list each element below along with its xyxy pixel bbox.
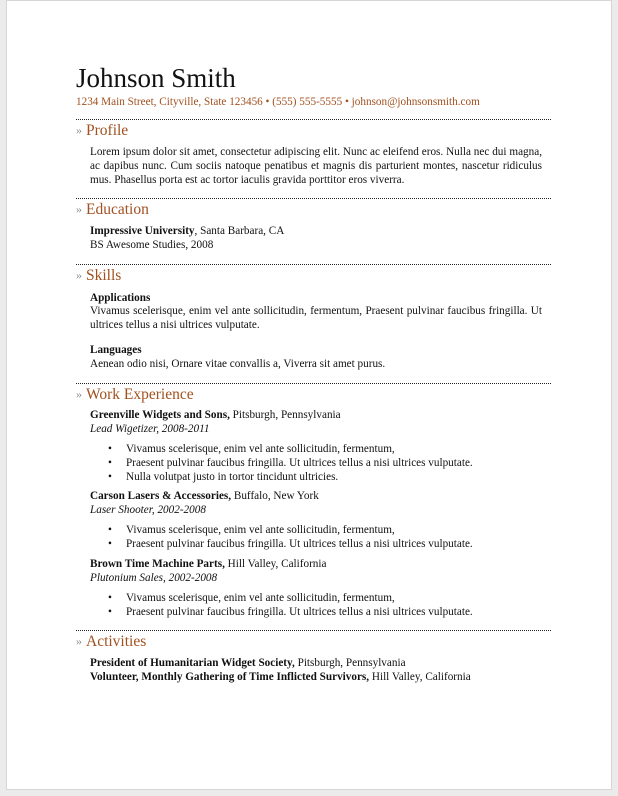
section-title-label: Profile xyxy=(86,122,129,139)
chevron-icon: » xyxy=(76,268,82,282)
job-location: Buffalo, New York xyxy=(231,490,319,502)
chevron-icon: » xyxy=(76,123,82,137)
school-location: , Santa Barbara, CA xyxy=(194,225,285,237)
job-bullet: • Praesent pulvinar faucibus fringilla. Ut ultrices tellus a nisi ultrices vulputate. xyxy=(90,537,473,551)
section-title-skills xyxy=(76,267,121,285)
section-title-education xyxy=(76,201,149,219)
section-divider xyxy=(76,264,551,265)
education-degree: BS Awesome Studies, 2008 xyxy=(90,239,214,251)
job-bullet: • Praesent pulvinar faucibus fringilla. Ut ultrices tellus a nisi ultrices vulputate. xyxy=(90,605,473,619)
section-title-label: Skills xyxy=(86,267,122,284)
section-title-work xyxy=(76,386,194,404)
job-bullet: • Praesent pulvinar faucibus fringilla. Ut ultrices tellus a nisi ultrices vulputate. xyxy=(90,456,473,470)
chevron-icon: » xyxy=(76,202,82,216)
activity-location: Hill Valley, California xyxy=(369,671,471,683)
job-company-line xyxy=(90,408,341,422)
section-title-label: Activities xyxy=(86,633,147,650)
job-role: Lead Wigetizer, 2008-2011 xyxy=(90,423,210,435)
chevron-icon: » xyxy=(76,387,82,401)
job-role: Laser Shooter, 2002-2008 xyxy=(90,504,206,516)
activity-role: President of Humanitarian Widget Society, xyxy=(90,657,295,669)
chevron-icon: » xyxy=(76,634,82,648)
activity-item xyxy=(90,656,406,670)
job-bullet-list xyxy=(90,591,473,619)
job-company: Greenville Widgets and Sons, xyxy=(90,409,230,421)
section-divider xyxy=(76,630,551,631)
section-title-activities xyxy=(76,633,146,651)
education-school-line xyxy=(90,224,284,238)
job-role: Plutonium Sales, 2002-2008 xyxy=(90,572,218,584)
profile-summary: Lorem ipsum dolor sit amet, consectetur adipiscing elit. Nunc ac eleifend eros. Nulla nec dui magna, ac dapibus nunc. Cum sociis natoque penatibus et magnis dis parturient montes, nascetur ridiculus mus. Phasellus porta est ac tortor iaculis gravida porttitor eros viverra. xyxy=(90,146,542,186)
resume-page xyxy=(6,0,612,790)
section-divider xyxy=(76,119,551,120)
candidate-name: Johnson Smith xyxy=(76,63,236,93)
job-bullet-list xyxy=(90,523,473,551)
skills-applications-heading: Applications xyxy=(90,292,151,304)
school-name: Impressive University xyxy=(90,225,195,237)
job-location: Hill Valley, California xyxy=(224,558,327,570)
job-bullet: • Vivamus scelerisque, enim vel ante sollicitudin, fermentum, xyxy=(90,591,473,605)
activity-item xyxy=(90,670,471,684)
job-bullet: • Vivamus scelerisque, enim vel ante sollicitudin, fermentum, xyxy=(90,442,473,456)
skills-languages-text: Aenean odio nisi, Ornare vitae convallis a, Viverra sit amet purus. xyxy=(90,358,386,370)
section-title-label: Work Experience xyxy=(86,386,194,403)
section-divider xyxy=(76,198,551,199)
section-title-label: Education xyxy=(86,201,149,218)
job-company-line xyxy=(90,489,319,503)
job-company: Brown Time Machine Parts, xyxy=(90,558,225,570)
activity-role: Volunteer, Monthly Gathering of Time Inflicted Survivors, xyxy=(90,671,370,683)
job-bullet-list xyxy=(90,442,473,484)
activity-location: Pitsburgh, Pennsylvania xyxy=(294,657,406,669)
contact-line: 1234 Main Street, Cityville, State 123456 • (555) 555-5555 • johnson@johnsonsmith.com xyxy=(76,96,480,108)
job-bullet: • Nulla volutpat justo in tortor tincidunt ultricies. xyxy=(90,470,473,484)
job-location: Pitsburgh, Pennsylvania xyxy=(229,409,341,421)
job-company-line xyxy=(90,557,326,571)
section-divider xyxy=(76,383,551,384)
skills-languages-heading: Languages xyxy=(90,344,142,356)
section-title-profile xyxy=(76,122,128,140)
job-bullet: • Vivamus scelerisque, enim vel ante sollicitudin, fermentum, xyxy=(90,523,473,537)
job-company: Carson Lasers & Accessories, xyxy=(90,490,232,502)
skills-applications-text: Vivamus scelerisque, enim vel ante sollicitudin, fermentum, Praesent pulvinar faucibus fringilla. Ut ultrices tellus a nisi ultrices vulputate. xyxy=(90,305,542,331)
